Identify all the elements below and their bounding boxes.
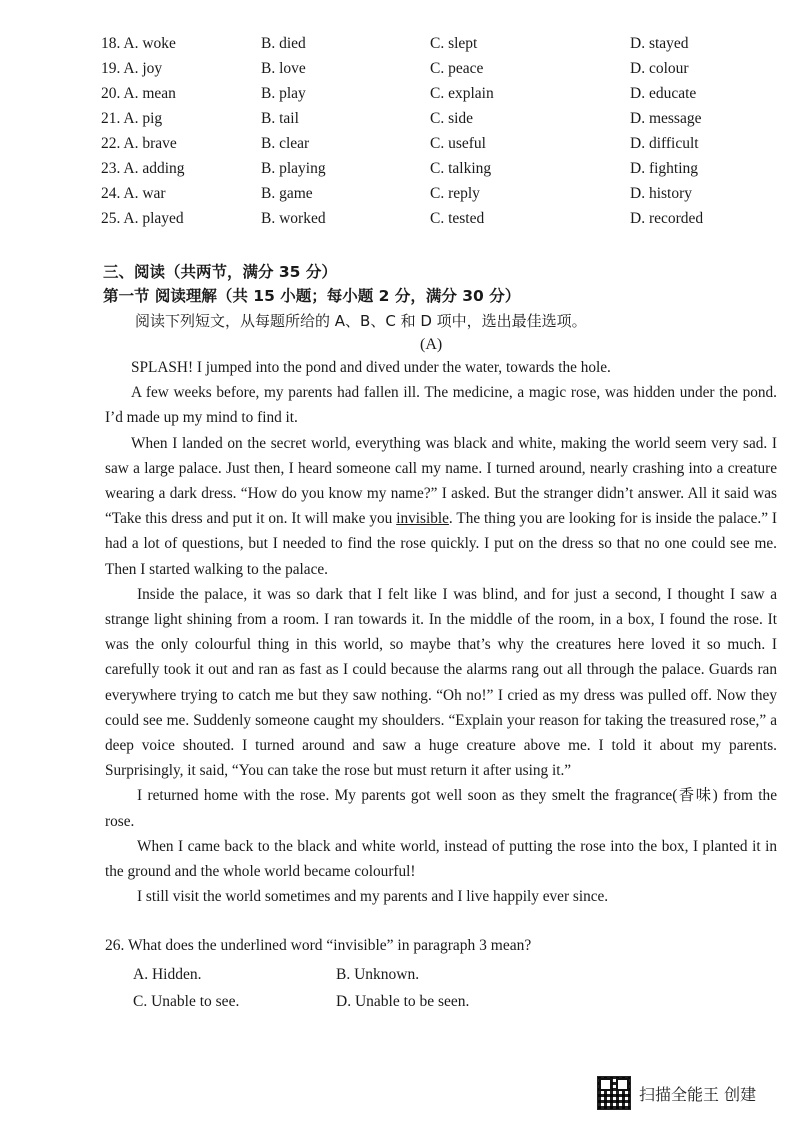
section-heading: 三、阅读（共两节，满分 35 分） [103,263,337,281]
answer-b: B. Unknown. [336,966,420,983]
paragraph-3-part1: When I landed on the secret world, everything was black and white, making the world seem very sad. I saw a large palace. Just then, I heard someone call my name. I turned around, nearly crashing into a creature wearing a dark dress. “How do you know my name?” I asked. But the stranger didn’t answer. All it said was “Take this dress and put it on. It will make you [105,434,777,528]
option-c: C. peace [430,60,484,77]
option-a: 21. A. pig [101,110,163,127]
answer-c: C. Unable to see. [133,993,240,1010]
option-a: 18. A. woke [101,35,176,52]
instruction-text: 阅读下列短文，从每题所给的 A、B、C 和 D 项中，选出最佳选项。 [135,312,587,330]
option-b: B. game [261,185,313,202]
option-d: D. educate [630,85,697,102]
option-row-19 [0,60,794,85]
option-b: B. love [261,60,306,77]
answer-a: A. Hidden. [133,966,202,983]
option-b: B. died [261,35,306,52]
paragraph-1: SPLASH! I jumped into the pond and dived under the water, towards the hole. [131,359,611,376]
scanner-watermark [597,1075,756,1111]
option-c: C. side [430,110,474,127]
option-c: C. useful [430,135,486,152]
paragraph-4: Inside the palace, it was so dark that I felt like I was blind, and for just a second, I thought I saw a strange light shining from a room. I ran towards it. In the middle of the room, in a box, I found the rose. It was the only colourful thing in this world, so maybe that’s why the creatures here loved it so much. I carefully took it out and ran as fast as I could because the alarms rang out all through the palace. Guards ran everywhere trying to catch me but they saw nothing. “Oh no!” I cried as my dress was pulled off. Now they could see me. Suddenly someone caught my shoulders. “Explain your reason for taking the treasured rose,” a deep voice shouted. I turned around and saw a huge creature above me. I told it about my parents. Surprisingly, it said, “You can take the rose but must return it after using it.” [105,585,777,780]
option-a: 22. A. brave [101,135,177,152]
option-a: 24. A. war [101,185,166,202]
option-a: 23. A. adding [101,160,185,177]
option-d: D. message [630,110,702,127]
question-26-stem: 26. What does the underlined word “invisible” in paragraph 3 mean? [105,937,532,954]
qr-code-icon [597,1076,631,1110]
option-d: D. recorded [630,210,704,227]
underlined-word: invisible [396,510,449,528]
reading-passage [105,355,777,909]
paragraph-5: I returned home with the rose. My parents got well soon as they smelt the fragrance(香味) from the rose. [105,787,777,830]
passage-title: (A) [420,336,443,353]
option-d: D. colour [630,60,689,77]
paragraph-3 [105,431,777,582]
option-row-23 [0,160,794,185]
option-d: D. stayed [630,35,689,52]
option-row-18 [0,35,794,60]
option-row-24 [0,185,794,210]
paragraph-3-part2: . The thing you are looking for is inside the palace.” I had a lot of questions, but I needed to find the rose quickly. I put on the dress so that no one could see me. Then I started walking to the palace. [105,510,777,578]
option-d: D. difficult [630,135,699,152]
option-c: C. tested [430,210,485,227]
option-d: D. fighting [630,160,699,177]
option-b: B. worked [261,210,326,227]
option-row-21 [0,110,794,135]
option-b: B. playing [261,160,326,177]
paragraph-6: When I came back to the black and white world, instead of putting the rose into the box, I planted it in the ground and the whole world became colourful! [105,837,777,881]
watermark-text: 扫描全能王 创建 [639,1084,757,1104]
option-b: B. clear [261,135,310,152]
option-a: 20. A. mean [101,85,176,102]
option-b: B. play [261,85,306,102]
paragraph-2: A few weeks before, my parents had fallen ill. The medicine, a magic rose, was hidden under the pond. I’d made up my mind to find it. [105,384,777,427]
option-b: B. tail [261,110,299,127]
option-row-20 [0,85,794,110]
option-c: C. talking [430,160,492,177]
option-a: 25. A. played [101,210,184,227]
paragraph-7: I still visit the world sometimes and my parents and I live happily ever since. [137,888,609,906]
option-a: 19. A. joy [101,60,163,77]
option-c: C. reply [430,185,480,202]
option-row-22 [0,135,794,160]
part-heading: 第一节 阅读理解（共 15 小题；每小题 2 分，满分 30 分） [103,287,521,305]
option-c: C. slept [430,35,478,52]
option-c: C. explain [430,85,494,102]
option-d: D. history [630,185,692,202]
answer-d: D. Unable to be seen. [336,993,470,1010]
option-row-25 [0,210,794,235]
